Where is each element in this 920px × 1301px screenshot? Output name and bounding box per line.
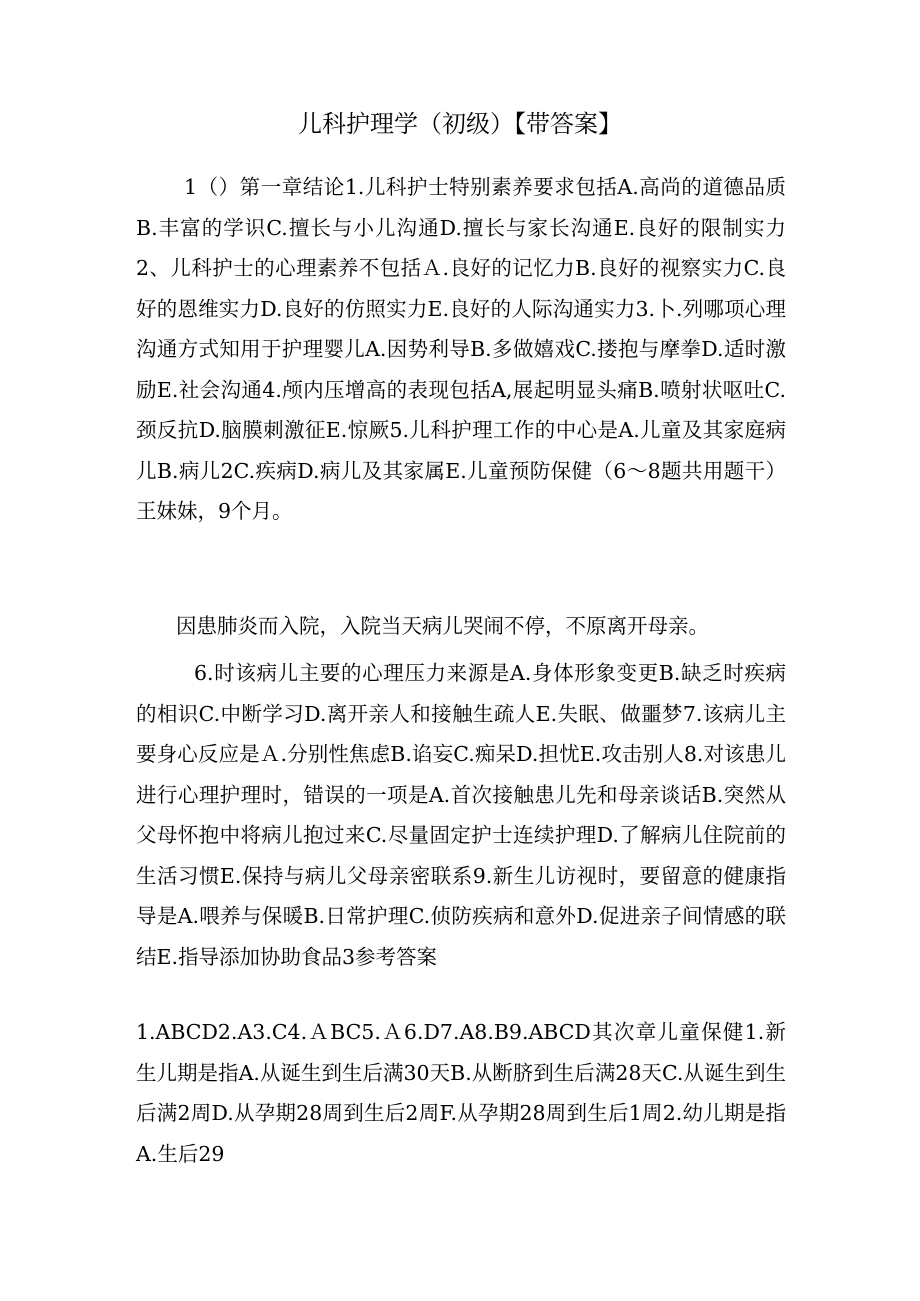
paragraph-case-questions: 6.时该病儿主要的心理压力来源是A.身体形象变更B.缺乏时疾病的相识C.中断学习D.离开亲人和接触生疏人E.失眠、做噩梦7.该病儿主要身心反应是Ａ.分别性焦虑B.谄妄C.痴呆D.担忧E.攻击别人8.对该患儿进行心理护理时，错误的一项是A.首次接触患儿先和母亲谈话B.突然从父母怀抱中将病儿抱过来C.尽量固定护士连续护理D.了解病儿住院前的生活习惯E.保持与病儿父母亲密联系9.新生儿访视时，要留意的健康指导是A.喂养与保暖B.日常护理C.侦防疾病和意外D.促进亲子间情感的联结E.指导添加协助食品3参考答案 — [136, 661, 786, 969]
paragraph-answers-chapter-two: 1.ABCD2.A3.C4.ＡBC5.Ａ6.D7.A8.B9.ABCD其次章儿童保健1.新生儿期是指A.从诞生到生后满30天B.从断脐到生后满28天C.从诞生到生后满2周D.从孕期28周到生后2周F.从孕期28周到生后1周2.幼儿期是指A.生后29 — [136, 1020, 786, 1166]
document-title: 儿科护理学（初级）【带答案】 — [298, 110, 622, 138]
paragraph-case-context: 因患肺炎而入院，入院当天病儿哭闹不停，不原离开母亲。 — [176, 614, 709, 638]
paragraph-chapter-one: 1（）第一章结论1.儿科护士特别素养要求包括A.高尚的道德品质B.丰富的学识C.擅长与小儿沟通D.擅长与家长沟通E.良好的限制实力2、儿科护士的心理素养不包括Ａ.良好的记忆力B.良好的视察实力C.良好的恩维实力D.良好的仿照实力E.良好的人际沟通实力3.卜.列哪项心理沟通方式知用于护理婴儿A.因势利导B.多做嬉戏C.搂抱与摩拳D.适时激励E.社会沟通4.颅内压增高的表现包括A,展起明显头痛B.喷射状呕吐C.颈反抗D.脑膜刺激征E.惊厥5.儿科护理工作的中心是A.儿童及其家庭病儿B.病儿2C.疾病D.病儿及其家属E.儿童预防保健（6～8题共用题干）王妹妹，9个月。 — [136, 175, 786, 523]
